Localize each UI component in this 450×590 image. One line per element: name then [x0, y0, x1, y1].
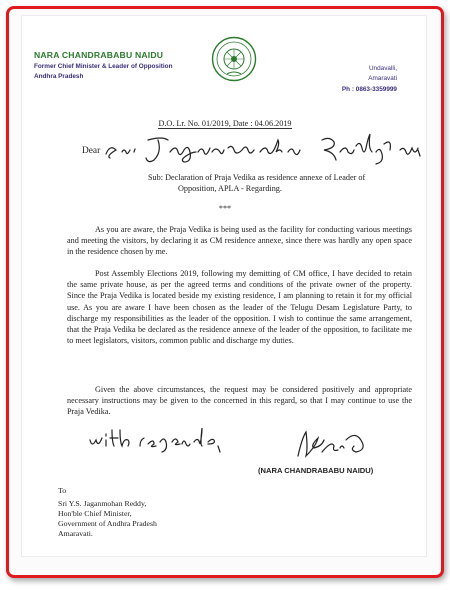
- body-paragraph-3: Given the above circumstances, the request may be considered positively and appropriate necessary instructions may be given to the concerned in this regard, so that I may continue to use the Praja Vedika.: [67, 385, 412, 417]
- recipient-to: To: [58, 486, 67, 495]
- signature: [292, 426, 374, 460]
- body-paragraph-2: Post Assembly Elections 2019, following my demitting of CM office, I have decided to retain the same private house, as per the agreed terms and conditions of the private owner of the property. Since the Praja Vedika is located beside my existing residence, I am planning to retain it for my official use. As you are aware I have been chosen as the leader of the Telugu Desam Legislature Party, to discharge my responsibilities as the leader of the opposition. I wish to continue the same arrangement, that the Praja Vedika be declared as the residence annexe of the leader of the opposition, to facilitate me to meet legislators, visitors, common public and discharge my duties.: [67, 269, 412, 346]
- letterhead-phone: Ph : 0863-3359999: [341, 86, 397, 93]
- reference-line: [0, 119, 450, 128]
- recipient-line-1: Sri Y.S. Jaganmohan Reddy,: [58, 499, 147, 508]
- handwritten-closing: [86, 420, 226, 456]
- recipient-line-4: Amaravati.: [58, 529, 93, 538]
- handwritten-salutation-text: Sri Jaganmohan Reddy garu,: [100, 132, 112, 133]
- reference-text: D.O. Lr. No. 01/2019, Date : 04.06.2019: [158, 119, 292, 128]
- salutation-printed: Dear: [82, 146, 101, 156]
- recipient-line-3: Government of Andhra Pradesh: [58, 519, 157, 528]
- letterhead-name: NARA CHANDRABABU NAIDU: [34, 50, 164, 60]
- body-paragraph-1: As you are aware, the Praja Vedika is being used as the facility for conducting various meetings and meeting the visitors, by declaring it as CM residence annexe, since there was hardly any open space in the residence chosen by me.: [67, 225, 412, 257]
- state-emblem-icon: [211, 36, 257, 82]
- separator-stars: ***: [218, 204, 232, 213]
- letterhead-place-1: Undavalli,: [368, 65, 397, 72]
- subject-line-2: Opposition, APLA - Regarding.: [178, 184, 282, 193]
- recipient-line-2: Hon'ble Chief Minister,: [58, 509, 132, 518]
- letterhead-designation: Former Chief Minister & Leader of Opposition: [34, 63, 173, 70]
- signatory-name: (NARA CHANDRABABU NAIDU): [258, 466, 374, 475]
- handwritten-closing-text: With regards,: [86, 420, 92, 421]
- handwritten-salutation: [100, 132, 430, 166]
- subject-block: [148, 172, 408, 194]
- letterhead-state: Andhra Pradesh: [34, 73, 84, 80]
- subject-line-1: Sub: Declaration of Praja Vedika as residence annexe of Leader of: [148, 173, 366, 182]
- letterhead-place-2: Amaravati: [368, 75, 397, 82]
